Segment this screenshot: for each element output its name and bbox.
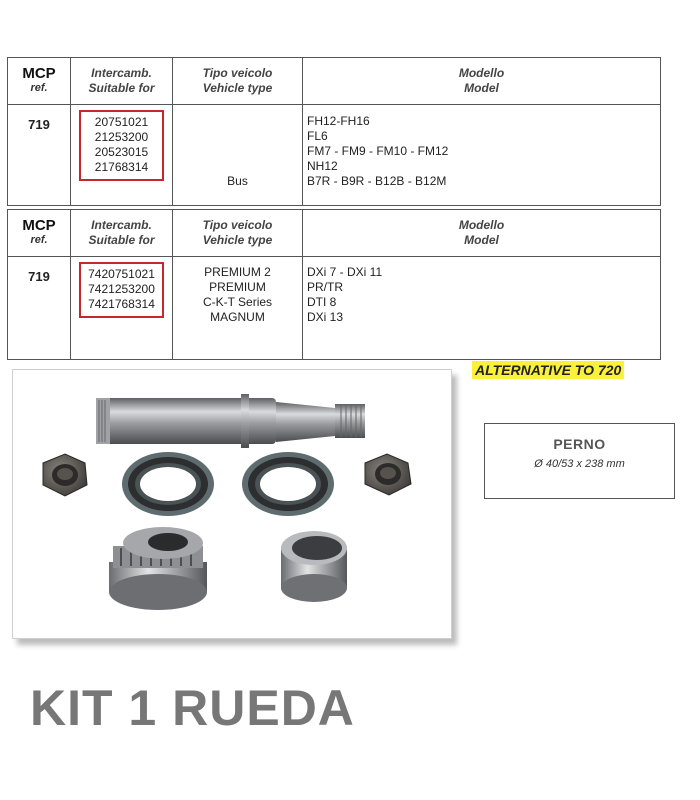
header-tipo-label: Tipo veicolo bbox=[202, 66, 273, 80]
model-item: PR/TR bbox=[307, 280, 343, 294]
vehicle-item bbox=[173, 159, 302, 174]
codes-cell bbox=[71, 257, 173, 360]
pin-taper bbox=[276, 402, 335, 442]
vehicle-cell bbox=[173, 105, 303, 206]
kit-parts-illustration bbox=[13, 370, 451, 638]
vehicle-item: C-K-T Series bbox=[202, 295, 273, 309]
header-tipo-label: Tipo veicolo bbox=[202, 218, 273, 232]
table-header-row bbox=[8, 210, 661, 257]
code-item: 20751021 bbox=[94, 115, 149, 129]
model-item: NH12 bbox=[307, 159, 338, 173]
pin-thread-left bbox=[96, 398, 110, 444]
code-item: 21768314 bbox=[94, 160, 149, 174]
code-item: 7421768314 bbox=[88, 297, 155, 311]
kit-title: KIT 1 RUEDA bbox=[30, 680, 355, 736]
table-row bbox=[8, 257, 661, 360]
product-photo bbox=[12, 369, 452, 639]
header-suitable bbox=[71, 58, 173, 105]
header-mcp bbox=[8, 210, 71, 257]
header-suitable bbox=[71, 210, 173, 257]
header-modello-label: Modello bbox=[458, 218, 505, 232]
model-item: DTI 8 bbox=[307, 295, 337, 309]
alternative-badge: ALTERNATIVE TO 720 bbox=[472, 361, 624, 379]
code-item: 21253200 bbox=[94, 130, 149, 144]
hex-nut-left bbox=[43, 454, 87, 496]
perno-dimension: Ø 40/53 x 238 mm bbox=[534, 458, 625, 470]
header-vehicle-label: Vehicle type bbox=[202, 233, 273, 247]
header-intercamb-label: Intercamb. bbox=[91, 66, 152, 80]
perno-box bbox=[484, 423, 675, 499]
header-suitable-label: Suitable for bbox=[88, 233, 155, 247]
spec-table-2 bbox=[7, 209, 661, 360]
vehicle-item: Bus bbox=[227, 174, 248, 188]
header-vehicle bbox=[173, 210, 303, 257]
model-item: FH12-FH16 bbox=[307, 114, 370, 128]
ref-cell: 719 bbox=[8, 257, 71, 360]
vehicle-item bbox=[173, 144, 302, 159]
header-mcp bbox=[8, 58, 71, 105]
model-item: FM7 - FM9 - FM10 - FM12 bbox=[307, 144, 449, 158]
model-cell bbox=[303, 257, 661, 360]
header-model-label: Model bbox=[464, 81, 499, 95]
header-ref-label: ref. bbox=[30, 234, 48, 246]
table-row bbox=[8, 105, 661, 206]
header-model bbox=[303, 58, 661, 105]
vehicle-item: MAGNUM bbox=[210, 310, 265, 324]
ref-cell: 719 bbox=[8, 105, 71, 206]
king-pin bbox=[96, 394, 365, 448]
table-header-row bbox=[8, 58, 661, 105]
code-item: 7421253200 bbox=[88, 282, 155, 296]
model-item: DXi 7 - DXi 11 bbox=[307, 265, 383, 279]
vehicle-item: PREMIUM 2 bbox=[204, 265, 271, 279]
model-item: B7R - B9R - B12B - B12M bbox=[307, 174, 447, 188]
header-modello-label: Modello bbox=[458, 66, 505, 80]
header-vehicle bbox=[173, 58, 303, 105]
header-model bbox=[303, 210, 661, 257]
vehicle-item bbox=[173, 129, 302, 144]
header-intercamb-label: Intercamb. bbox=[91, 218, 152, 232]
header-model-label: Model bbox=[464, 233, 499, 247]
tapered-bearing bbox=[109, 527, 207, 610]
seal-ring-right bbox=[242, 452, 334, 516]
codes-highlight-box bbox=[79, 110, 164, 181]
code-item: 20523015 bbox=[94, 145, 149, 159]
bushing bbox=[281, 531, 347, 602]
vehicle-cell bbox=[173, 257, 303, 360]
header-mcp-label: MCP bbox=[22, 217, 56, 234]
model-item: FL6 bbox=[307, 129, 328, 143]
pin-collar bbox=[241, 394, 249, 448]
header-vehicle-label: Vehicle type bbox=[202, 81, 273, 95]
header-suitable-label: Suitable for bbox=[88, 81, 155, 95]
seal-ring-left bbox=[122, 452, 214, 516]
perno-title: PERNO bbox=[553, 436, 606, 452]
codes-cell bbox=[71, 105, 173, 206]
model-cell bbox=[303, 105, 661, 206]
model-item: DXi 13 bbox=[307, 310, 344, 324]
hex-nut-right bbox=[365, 454, 411, 495]
spec-table-1 bbox=[7, 57, 661, 206]
header-mcp-label: MCP bbox=[22, 65, 56, 82]
header-ref-label: ref. bbox=[30, 82, 48, 94]
code-item: 7420751021 bbox=[88, 267, 155, 281]
vehicle-item: PREMIUM bbox=[209, 280, 266, 294]
codes-highlight-box bbox=[79, 262, 164, 318]
vehicle-item bbox=[173, 114, 302, 129]
